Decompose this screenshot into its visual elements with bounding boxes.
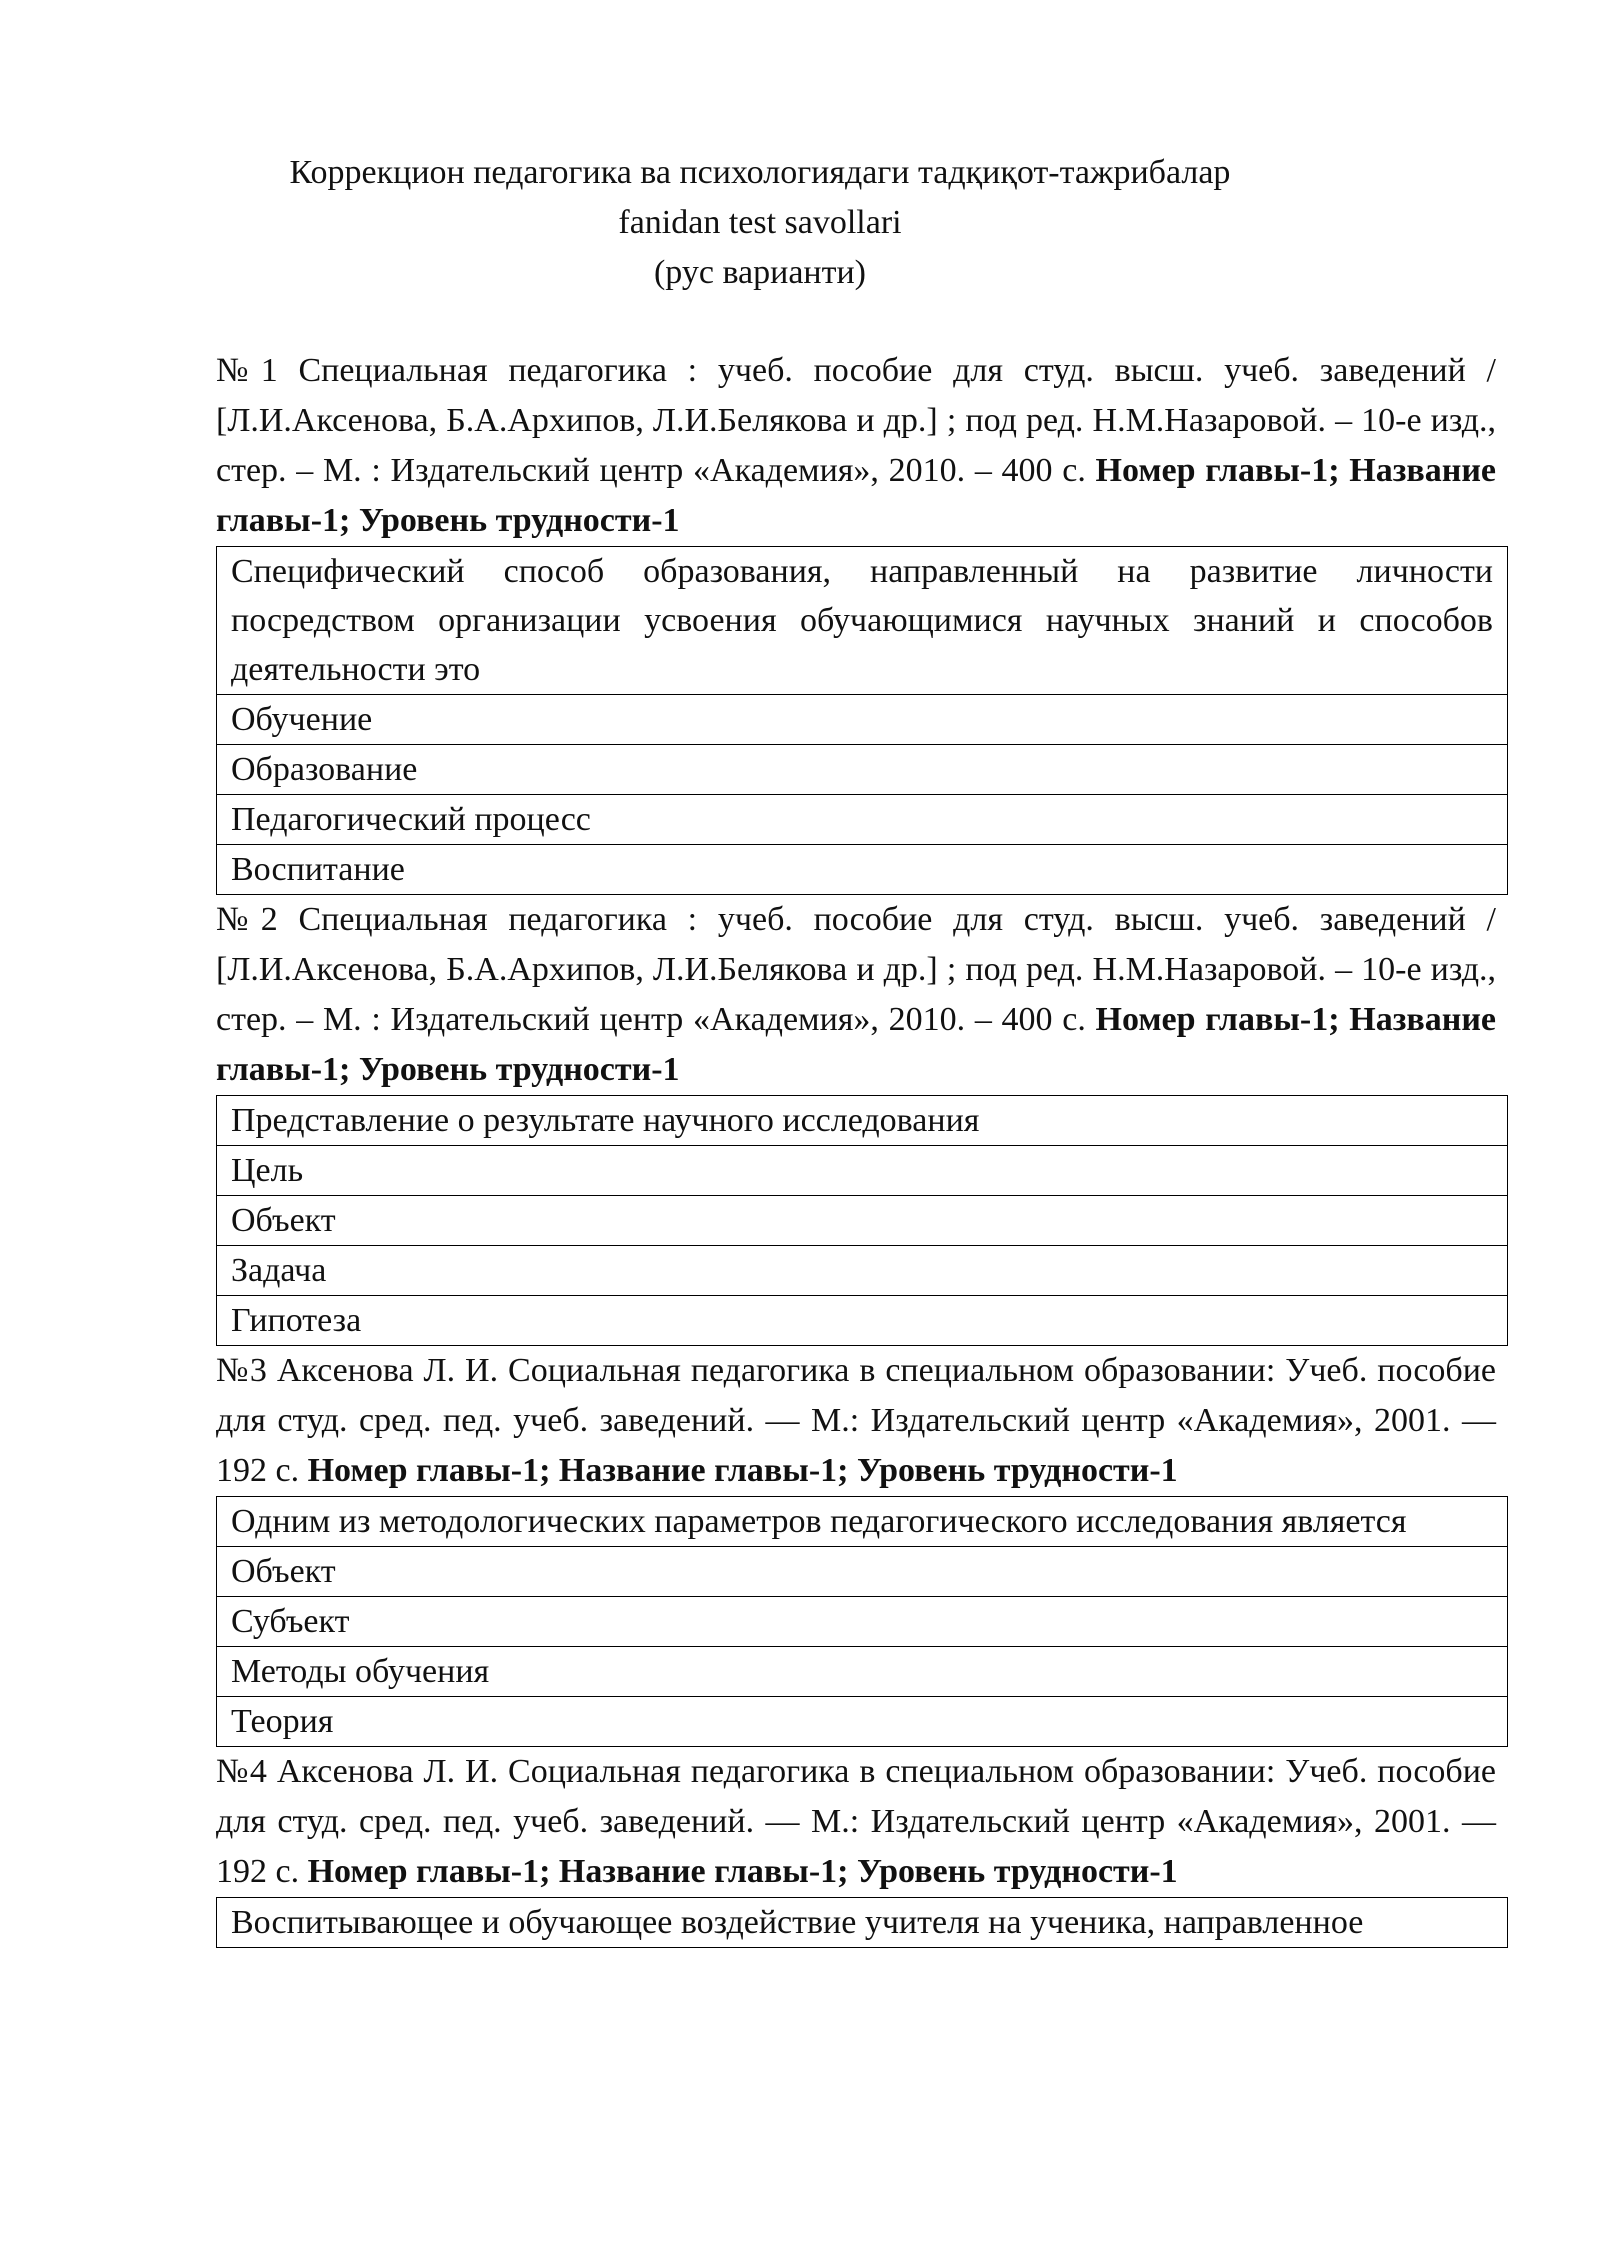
questions-list [216,346,1508,1948]
question-number: №4 [216,1753,267,1790]
answer-option: Объект [217,1196,1508,1246]
question-table-4 [216,1897,1508,1948]
question-number: №1 [216,352,278,389]
question-source: Аксенова Л. И. Социальная педагогика в специальном образовании: Учеб. пособие для студ. сред. пед. учеб. заведений. — М.: Издательский центр «Академия», 2001. — 192 с. [216,1753,1496,1890]
answer-option: Теория [217,1697,1508,1747]
question-source: Специальная педагогика : учеб. пособие для студ. высш. учеб. заведений / [Л.И.Аксенова, Б.А.Архипов, Л.И.Белякова и др.] ; под ред. Н.М.Назаровой. – 10-е изд., стер. – М. : Издательский центр «Академия», 2010. – 400 с. [216,901,1496,1038]
question-text: Специфический способ образования, направленный на развитие личности посредством организации усвоения обучающимися научных знаний и способов деятельности это [217,547,1508,695]
question-header-2 [216,895,1496,1095]
question-number: №3 [216,1352,267,1389]
document-title [200,148,1320,298]
question-table-2 [216,1095,1508,1346]
question-header-3 [216,1346,1496,1496]
answer-option: Педагогический процесс [217,795,1508,845]
question-text: Представление о результате научного исследования [217,1096,1508,1146]
question-meta: Номер главы-1; Название главы-1; Уровень трудности-1 [216,452,1496,539]
title-line-1: Коррекцион педагогика ва психологиядаги тадқиқот-тажрибалар [289,154,1231,191]
answer-option: Образование [217,745,1508,795]
answer-option: Методы обучения [217,1647,1508,1697]
question-number: №2 [216,901,278,938]
question-table-3 [216,1496,1508,1747]
question-table-1 [216,546,1508,895]
question-text: Одним из методологических параметров педагогического исследования является [217,1497,1508,1547]
title-line-3: (рус варианти) [653,254,867,291]
question-source: Специальная педагогика : учеб. пособие для студ. высш. учеб. заведений / [Л.И.Аксенова, Б.А.Архипов, Л.И.Белякова и др.] ; под ред. Н.М.Назаровой. – 10-е изд., стер. – М. : Издательский центр «Академия», 2010. – 400 с. [216,352,1496,489]
question-meta: Номер главы-1; Название главы-1; Уровень трудности-1 [307,1853,1178,1890]
answer-option: Субъект [217,1597,1508,1647]
question-header-4 [216,1747,1496,1897]
question-text: Воспитывающее и обучающее воздействие учителя на ученика, направленное [217,1898,1508,1948]
answer-option: Цель [217,1146,1508,1196]
answer-option: Гипотеза [217,1296,1508,1346]
answer-option: Объект [217,1547,1508,1597]
title-line-2: fanidan test savollari [618,204,902,241]
question-meta: Номер главы-1; Название главы-1; Уровень трудности-1 [216,1001,1496,1088]
question-header-1 [216,346,1496,546]
question-meta: Номер главы-1; Название главы-1; Уровень трудности-1 [307,1452,1178,1489]
answer-option: Воспитание [217,845,1508,895]
answer-option: Задача [217,1246,1508,1296]
question-source: Аксенова Л. И. Социальная педагогика в специальном образовании: Учеб. пособие для студ. сред. пед. учеб. заведений. — М.: Издательский центр «Академия», 2001. — 192 с. [216,1352,1496,1489]
answer-option: Обучение [217,695,1508,745]
